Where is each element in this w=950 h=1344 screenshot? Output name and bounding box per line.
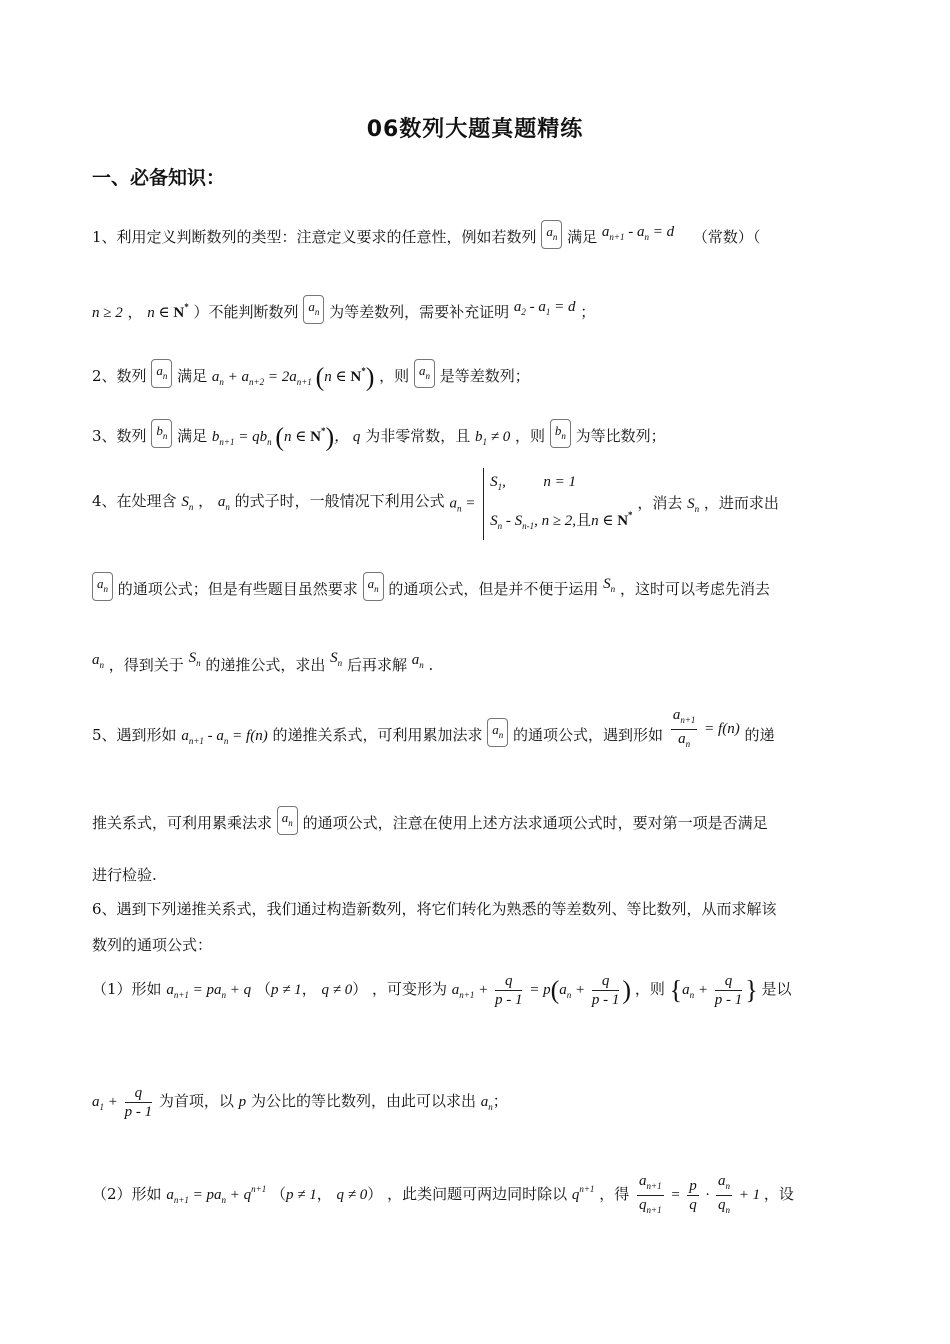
math-Sn: $S_n$: [603, 576, 616, 594]
math-accumulate: $a_{n+1} - a_n = f(n)$: [181, 728, 268, 746]
math-seq-an: $a_n$: [151, 359, 172, 388]
item-2: 2、数列 $a_n$ 满足 $a_n + a_{n+2} = 2a_{n+1}$ (n ∈ N*) ，则 $a_n$ 是等差数列；: [92, 360, 862, 394]
item-6-line-2: 数列的通项公式：: [92, 936, 213, 954]
math-first-term: $a_1$ + $\frac{q}{p - 1}$: [92, 1085, 153, 1120]
math-q-ne-0: q ≠ 0: [321, 981, 353, 998]
math-geom-ratio: $b_{n+1} = qb_n$ (n ∈ N*)， q: [211, 422, 361, 452]
math-Sn: $S_n$: [687, 496, 700, 514]
math-an: $a_n$: [217, 494, 230, 512]
item-6-line-1: 6、遇到下列递推关系式，我们通过构造新数列，将它们转化为熟悉的等差数列、等比数列，从而求解该: [92, 900, 777, 918]
math-an-from-Sn: $a_n$ = $S_1$, n = 1 $S_n - S_{n-1}$, n ≥ 2,且n ∈ N*: [449, 468, 632, 540]
section-heading: 一、必备知识：: [92, 167, 226, 189]
item-4-line-2: $a_n$ 的通项公式；但是有些题目虽然要求 $a_n$ 的通项公式，但是并不便于运用 $S_n$ ，这时可以考虑先消去: [92, 578, 862, 607]
math-seq-an: $a_n$: [541, 220, 562, 249]
math-p1-transform: $a_{n+1}$ + $\frac{q}{p - 1}$ = $p(a_n$ + $\frac{q}{p - 1}$ ): [451, 973, 632, 1008]
math-seq-bn: $b_n$: [550, 419, 571, 448]
item-4-line-1: 4、在处理含 $S_n$ ， $a_n$ 的式子时，一般情况下利用公式 $a_n$ = $S_1$, n = 1 $S_n - S_{n-1}$, n ≥ 2,且n ∈ N* ，消去 $S_n$ ，进而求出: [92, 468, 862, 528]
item-1-line-2: n ≥ 2 ， n ∈ N* ）不能判断数列 $a_n$ 为等差数列，需要补充证明 $a_2 - a_1 = d$ ；: [92, 296, 862, 330]
item-6-p1-line-1: （1）形如 $a_{n+1} = pa_n + q$ （p ≠ 1， q ≠ 0） ，可变形为 $a_{n+1}$ + $\frac{q}{p - 1}$ = $p(a_n$ + $\frac{q}{p - 1}$ ) ，则 {$a_n$ + $\frac{q}{p - 1}$ } 是以: [92, 973, 792, 1008]
math-p1-new-seq: {$a_n$ + $\frac{q}{p - 1}$ }: [669, 973, 758, 1008]
math-p2-transform: $\frac{a_{n+1}}{q_{n+1}}$ = $\frac{p}{q}$ · $\frac{a_n}{q_n}$ + 1: [639, 1173, 764, 1215]
math-q-power: $q^{n+1}$: [571, 1183, 595, 1203]
math-seq-bn: $b_n$: [151, 419, 172, 448]
math-seq-an: $a_n$: [363, 572, 384, 601]
item-5-line-1: 5、遇到形如 $a_{n+1} - a_n = f(n)$ 的递推关系式，可利用累加法求 $a_n$ 的通项公式，遇到形如 $\frac{a_{n+1}}{a_n}$ = f(n) 的递: [92, 706, 862, 766]
item-3: 3、数列 $b_n$ 满足 $b_{n+1} = qb_n$ (n ∈ N*)， q 为非零常数，且 $b_1 \ne 0$ ，则 $b_n$ 为等比数列；: [92, 420, 862, 454]
math-an: $a_n$: [411, 652, 424, 670]
math-a2-a1: $a_2 - a_1 = d$: [513, 299, 576, 317]
math-seq-an: $a_n$: [277, 806, 298, 835]
math-Sn: $S_n$: [181, 494, 194, 512]
math-p-ne-1: p ≠ 1: [270, 981, 302, 998]
math-n-in-N: n ∈ N*: [147, 302, 189, 321]
math-p2-recurrence: $a_{n+1} = pa_n + q^{n+1}$: [166, 1183, 267, 1205]
math-Sn: $S_n$: [188, 650, 201, 668]
math-cases: $S_1$, n = 1 $S_n - S_{n-1}$, n ≥ 2,且n ∈ N*: [483, 468, 632, 540]
math-p-ne-1: p ≠ 1: [286, 1186, 317, 1203]
math-b1-nonzero: $b_1 \ne 0$: [475, 429, 511, 447]
math-p: p: [238, 1093, 247, 1110]
item-1-line-1: 1、利用定义判断数列的类型：注意定义要求的任意性，例如若数列 $a_n$ 满足 $a_{n+1} - a_n = d$ （常数）（: [92, 226, 862, 255]
math-q-ne-0: q ≠ 0: [336, 1186, 368, 1203]
item-5-line-3: 进行检验.: [92, 866, 157, 884]
math-Sn: $S_n$: [330, 650, 343, 668]
math-arith-mean: $a_n + a_{n+2} = 2a_{n+1}$ (n ∈ N*): [211, 362, 375, 392]
math-seq-an: $a_n$: [487, 718, 508, 747]
math-an: $a_n$: [92, 652, 104, 670]
math-an: $a_n$: [480, 1093, 493, 1112]
item-4-line-3: $a_n$ ，得到关于 $S_n$ 的递推公式，求出 $S_n$ 后再求解 $a_n$ .: [92, 650, 434, 674]
item-5-line-2: 推关系式，可利用累乘法求 $a_n$ 的通项公式，注意在使用上述方法求通项公式时，要对第一项是否满足: [92, 812, 862, 841]
item-6-p1-line-2: $a_1$ + $\frac{q}{p - 1}$ 为首项，以 p 为公比的等比数列，由此可以求出 $a_n$；: [92, 1085, 508, 1120]
item-6-p2-line-1: （2）形如 $a_{n+1} = pa_n + q^{n+1}$ （p ≠ 1， q ≠ 0） ，此类问题可两边同时除以 $q^{n+1}$ ，得 $\frac{a_{n+1}}{q_{n+1}}$ = $\frac{p}{q}$ · $\frac{a_n}{q_n}$ + 1 ，设: [92, 1173, 794, 1215]
page-title: 06数列大题真题精练: [366, 117, 584, 142]
math-seq-an: $a_n$: [414, 359, 435, 388]
math-multiply: $\frac{a_{n+1}}{a_n}$ = f(n): [672, 707, 740, 749]
math-p1-recurrence: $a_{n+1} = pa_n + q$: [166, 981, 252, 1000]
math-seq-an: $a_n$: [303, 295, 324, 324]
math-n-ge-2: n ≥ 2: [92, 305, 123, 321]
math-diff-d: $a_{n+1} - a_n = d$: [601, 224, 675, 242]
math-seq-an: $a_n$: [92, 572, 113, 601]
